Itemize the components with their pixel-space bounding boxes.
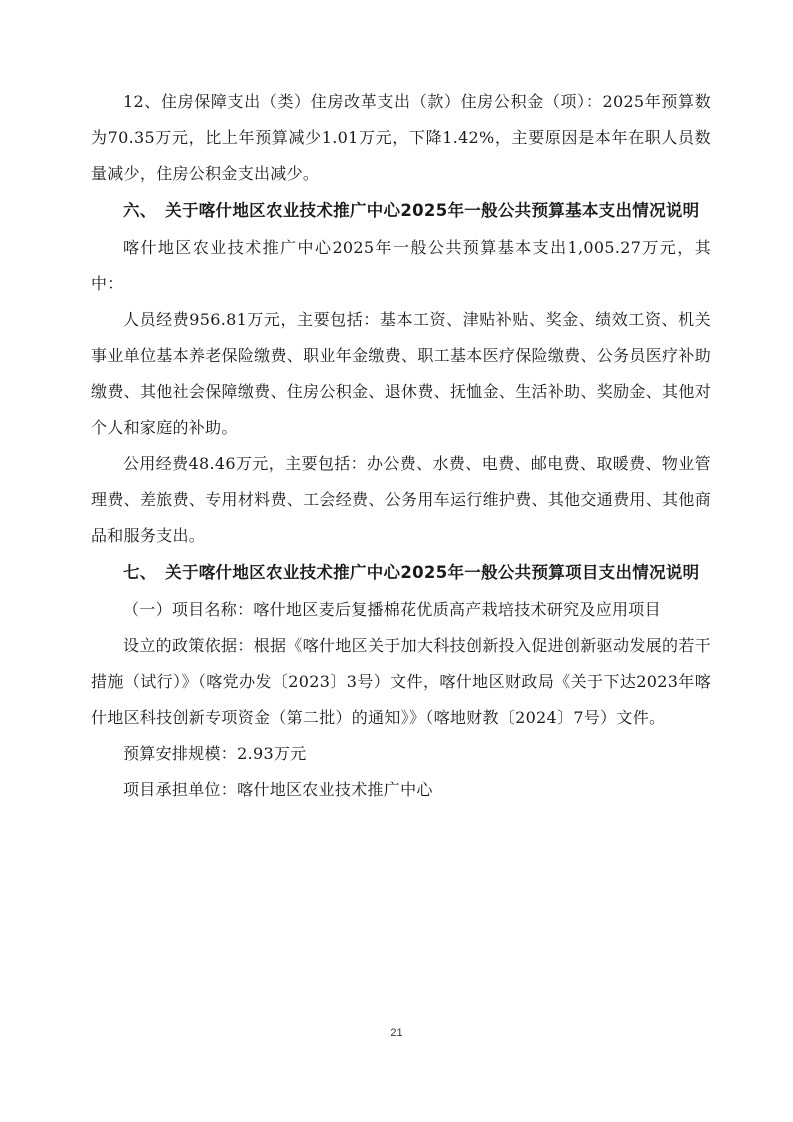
- paragraph-personnel-expenses: 人员经费956.81万元，主要包括：基本工资、津贴补贴、奖金、绩效工资、机关事业单位基本养老保险缴费、职业年金缴费、职工基本医疗保险缴费、公务员医疗补助缴费、其他社会保障缴费、住房公积金、退休费、抚恤金、生活补助、奖励金、其他对个人和家庭的补助。: [91, 310, 711, 437]
- section-heading-basic-expenditure: 六、 关于喀什地区农业技术推广中心2025年一般公共预算基本支出情况说明: [123, 201, 700, 220]
- document-body: [91, 84, 711, 808]
- page-number: 21: [390, 1027, 403, 1039]
- paragraph-undertaking-unit: 项目承担单位：喀什地区农业技术推广中心: [123, 780, 433, 799]
- paragraph-housing-fund: 12、住房保障支出（类）住房改革支出（款）住房公积金（项）：2025年预算数为70.35万元，比上年预算减少1.01万元，下降1.42%，主要原因是本年在职人员数量减少，住房公积金支出减少。: [91, 92, 711, 183]
- paragraph-budget-scale: 预算安排规模：2.93万元: [123, 744, 307, 763]
- paragraph-project-name: （一）项目名称：喀什地区麦后复播棉花优质高产栽培技术研究及应用项目: [123, 600, 661, 619]
- paragraph-public-expenses: 公用经费48.46万元，主要包括：办公费、水费、电费、邮电费、取暖费、物业管理费、差旅费、专用材料费、工会经费、公务用车运行维护费、其他交通费用、其他商品和服务支出。: [91, 454, 711, 545]
- paragraph-basic-expenditure-intro: 喀什地区农业技术推广中心2025年一般公共预算基本支出1,005.27万元，其中：: [91, 238, 711, 293]
- section-heading-project-expenditure: 七、 关于喀什地区农业技术推广中心2025年一般公共预算项目支出情况说明: [123, 563, 700, 582]
- paragraph-policy-basis: 设立的政策依据：根据《喀什地区关于加大科技创新投入促进创新驱动发展的若干措施（试行）》（喀党办发〔2023〕3号）文件，喀什地区财政局《关于下达2023年喀什地区科技创新专项资金（第二批）的通知》》（喀地财教〔2024〕7号）文件。: [91, 636, 711, 727]
